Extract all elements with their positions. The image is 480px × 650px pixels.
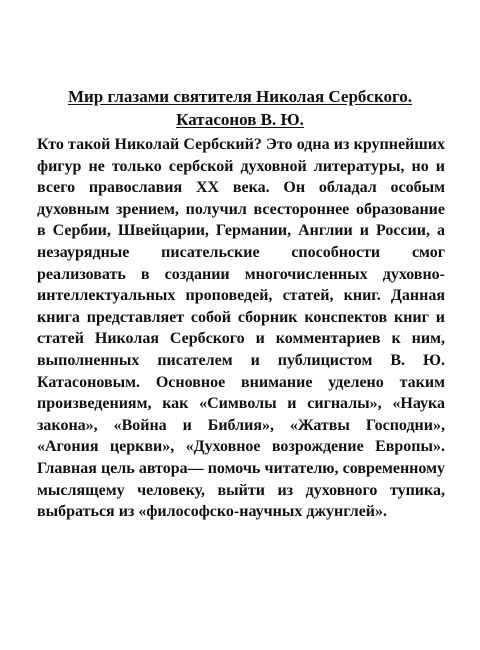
document-title — [40, 85, 440, 131]
annotation-paragraph: Кто такой Николай Сербский? Это одна из крупнейших фигур не только сербской духовной литературы, но и всего православия XX века. Он обладал особым духовным зрением, получил всестороннее образование в Сербии, Швейцарии, Германии, Англии и России, а незаурядные писательские способности смог реализовать в создании многочисленных духовно-интеллектуальных проповедей, статей, книг. Данная книга представляет собой сборник конспектов книг и статей Николая Сербского и комментариев к ним, выполненных писателем и публицистом В. Ю. Катасоновым. Основное внимание уделено таким произведениям, как «Символы и сигналы», «Наука закона», «Война и Библия», «Жатвы Господни», «Агония церкви», «Духовное возрождение Европы». Главная цель автора— помочь читателю, современному мыслящему человеку, выйти из духовного тупика, выбраться из «философско-научных джунглей». — [37, 136, 445, 521]
title-line-author: Катасонов В. Ю. — [176, 110, 304, 129]
title-line-book: Мир глазами святителя Николая Сербского. — [67, 87, 413, 106]
